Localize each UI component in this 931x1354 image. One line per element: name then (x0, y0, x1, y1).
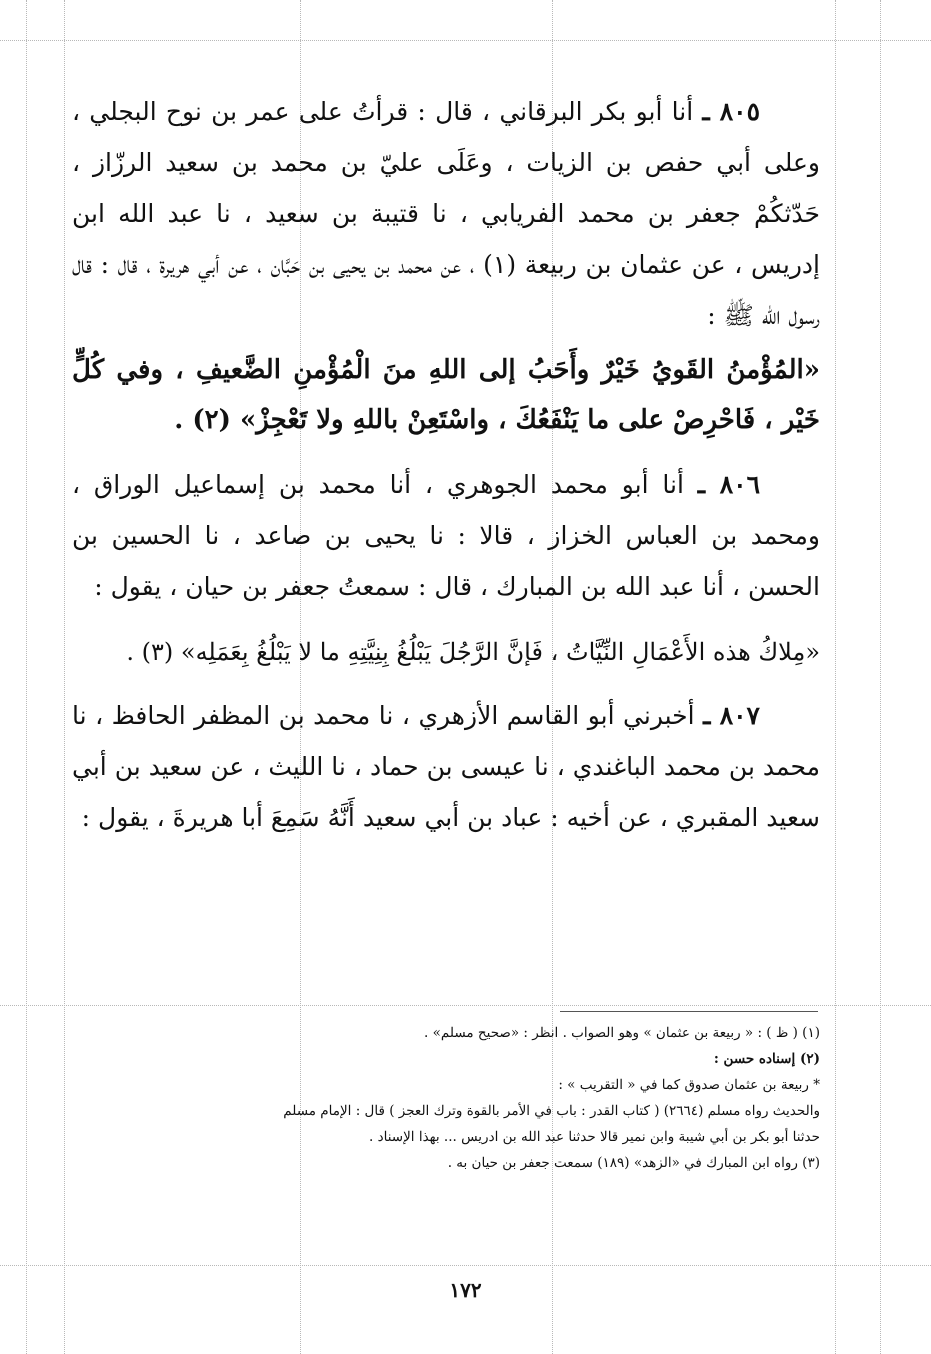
guide-line (0, 40, 931, 41)
guide-line (26, 0, 27, 1354)
footnote: والحديث رواه مسلم (٢٦٦٤) ( كتاب القدر : باب في الأمر بالقوة وترك العجز ) قال : الإمام مسلم (283, 1103, 820, 1119)
entry-text: أنا أبو بكر البرقاني ، قال : قرأتُ على عمر بن نوح البجلي ، وعلى أبي حفص بن الزيات ، وعَلَى عليّ بن محمد بن سعيد الرزّاز ، حَدّثكُمْ جعفر بن محمد الفريابي ، نا قتيبة بن سعيد ، نا عبد الله ابن إدريس ، عن عثمان بن ربيعة (١) ، عن محمد بن يحيى بن حَبَّان ، عن أبي هريرة ، قال : قال رسول الله ﷺ : (72, 97, 820, 330)
page-body (72, 86, 820, 843)
entry-number: ٨٠٧ ـ (703, 701, 760, 730)
entry-number: ٨٠٥ ـ (702, 97, 761, 126)
entry-text: أنا أبو محمد الجوهري ، أنا محمد بن إسماعيل الوراق ، ومحمد بن العباس الخزاز ، قالا : نا يحيى بن صاعد ، نا الحسين بن الحسن ، أنا عبد الله بن المبارك ، قال : سمعتُ جعفر بن حيان ، يقول : (72, 470, 820, 601)
saying-quote: «مِلاكُ هذه الأَعْمَالِ النِّيَّاتُ ، فَإنَّ الرَّجُلَ يَبْلُغُ بِنِيَّتِهِ ما لا يَبْلُغُ بِعَمَلِه» (٣) . (126, 638, 820, 666)
entry-number: ٨٠٦ ـ (697, 470, 761, 499)
entry-806 (72, 459, 820, 612)
entry-805 (72, 86, 820, 341)
footnote: (١) ( ظ ) : « ربيعة بن عثمان » وهو الصواب . انظر : «صحيح مسلم» . (424, 1025, 820, 1041)
footnote: (٢) إسناده حسن : (713, 1051, 820, 1067)
footnote: (٣) رواه ابن المبارك في «الزهد» (١٨٩) سمعت جعفر بن حيان به . (447, 1155, 820, 1171)
footnote: * ربيعة بن عثمان صدوق كما في « التقريب » : (558, 1077, 820, 1093)
guide-line (0, 1265, 931, 1266)
entry-807 (72, 690, 820, 843)
guide-line (880, 0, 881, 1354)
guide-line (835, 0, 836, 1354)
entry-text: أخبرني أبو القاسم الأزهري ، نا محمد بن المظفر الحافظ ، نا محمد بن محمد الباغندي ، نا عيسى بن حماد ، نا الليث ، عن سعيد بن أبي سعيد المقبري ، عن أخيه : عباد بن أبي سعيد أَنَّهُ سَمِعَ أبا هريرةَ ، يقول : (72, 701, 820, 832)
page-number: ١٧٢ (449, 1278, 482, 1302)
footnotes (72, 1020, 820, 1176)
footnote-divider (560, 1011, 818, 1012)
guide-line (64, 0, 65, 1354)
footnote: حدثنا أبو بكر بن أبي شيبة وابن نمير قالا حدثنا عبد الله بن ادريس ... بهذا الإسناد . (368, 1129, 820, 1145)
guide-line (0, 1005, 931, 1006)
hadith-quote: «المُؤْمنُ القَويُ خَيْرٌ وأَحَبُ إلى اللهِ منَ الْمُؤْمنِ الضَّعيفِ ، وفي كُلٍّ خَيْر ، فَاحْرِصْ على ما يَنْفَعُكَ ، واسْتَعِنْ باللهِ ولا تَعْجِزْ» (٢) . (72, 355, 820, 435)
